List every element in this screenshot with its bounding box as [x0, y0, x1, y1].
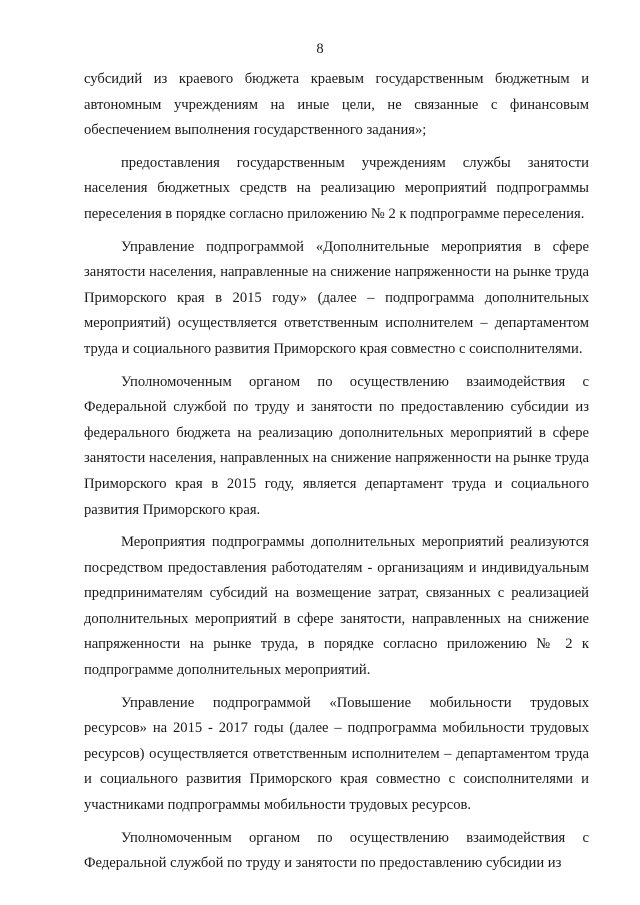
document-body: [84, 67, 589, 877]
page-number: 8: [316, 41, 324, 57]
paragraph-additional-measures-implementation: Мероприятия подпрограммы дополнительных мероприятий реализуются посредством предоставления работодателям - организациям и индивидуальным предпринимателям субсидий на возмещение затрат, связанных с реализацией дополнительных мероприятий в сфере занятости, направленных на снижение напряженности на рынке труда, в порядке согласно приложению № 2 к подпрограмме дополнительных мероприятий.: [84, 534, 589, 679]
paragraph-authorized-body-additional: Уполномоченным органом по осуществлению взаимодействия с Федеральной службой по труду и занятости по предоставлению субсидии из федерального бюджета на реализацию дополнительных мероприятий в сфере занятости населения, направленных на снижение напряженности на рынке труда Приморского края в 2015 году, является департамент труда и социального развития Приморского края.: [84, 373, 589, 518]
paragraph-authorized-body-mobility: Уполномоченным органом по осуществлению взаимодействия с Федеральной службой по труду и занятости по предоставлению субсидии из: [84, 829, 589, 872]
paragraph-mobility-management: Управление подпрограммой «Повышение мобильности трудовых ресурсов» на 2015 - 2017 годы (далее – подпрограмма мобильности трудовых ресурсов) осуществляется ответственным исполнителем – департаментом труда и социального развития Приморского края совместно с соисполнителями и участниками подпрограммы мобильности трудовых ресурсов.: [84, 694, 589, 814]
paragraph-subsidies-continuation: субсидий из краевого бюджета краевым государственным бюджетным и автономным учреждениям на иные цели, не связанные с финансовым обеспечением выполнения государственного задания»;: [84, 71, 589, 139]
paragraph-additional-measures-management: Управление подпрограммой «Дополнительные мероприятия в сфере занятости населения, направленные на снижение напряженности на рынке труда Приморского края в 2015 году» (далее – подпрограмма дополнительных мероприятий) осуществляется ответственным исполнителем – департаментом труда и социального развития Приморского края совместно с соисполнителями.: [84, 238, 589, 357]
paragraph-relocation-funding: предоставления государственным учреждениям службы занятости населения бюджетных средств на реализацию мероприятий подпрограммы переселения в порядке согласно приложению № 2 к подпрограмме переселения.: [84, 154, 589, 222]
